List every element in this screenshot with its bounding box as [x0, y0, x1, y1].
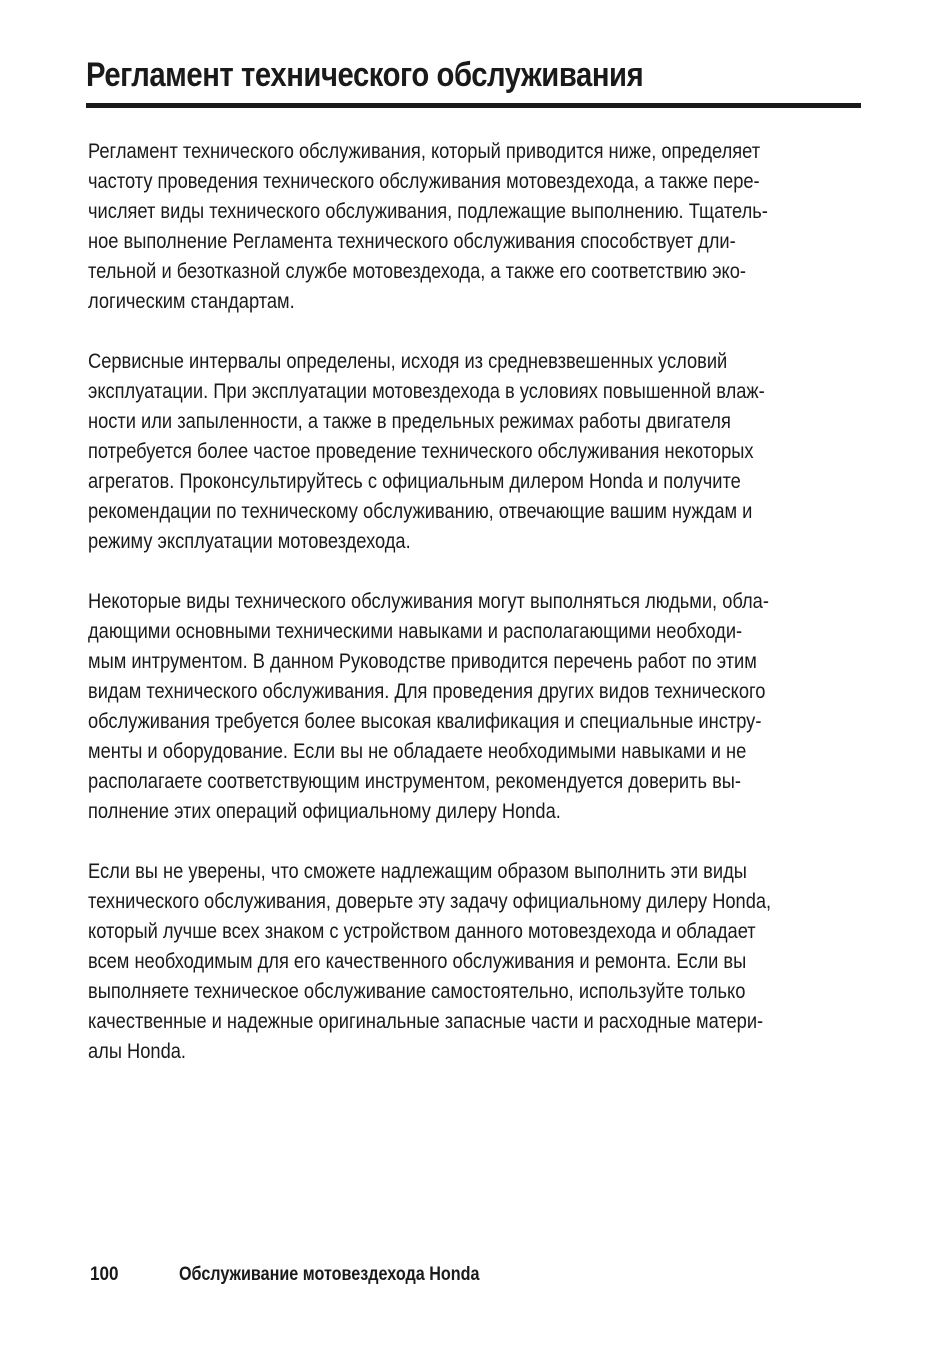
- paragraph: [88, 136, 860, 316]
- body-text: [88, 136, 860, 1096]
- text-line: технического обслуживания, доверьте эту задачу официальному дилеру Honda,: [88, 889, 772, 913]
- text-line: Сервисные интервалы определены, исходя из средневзвешенных условий: [88, 349, 728, 373]
- text-line: числяет виды технического обслуживания, подлежащие выполнению. Тщатель-: [88, 199, 768, 223]
- text-line: дающими основными техническими навыками и располагающими необходи-: [88, 619, 743, 643]
- text-line: логическим стандартам.: [88, 289, 295, 313]
- text-line: менты и оборудование. Если вы не обладаете необходимыми навыками и не: [88, 739, 747, 763]
- text-line: Если вы не уверены, что сможете надлежащим образом выполнить эти виды: [88, 859, 747, 883]
- page-title: Регламент технического обслуживания: [86, 56, 644, 94]
- page-footer: [90, 1262, 480, 1288]
- text-line: обслуживания требуется более высокая квалификация и специальные инстру-: [88, 709, 762, 733]
- text-line: выполняете техническое обслуживание самостоятельно, используйте только: [88, 979, 746, 1003]
- page-number: 100: [90, 1264, 119, 1285]
- text-line: ности или запыленности, а также в предельных режимах работы двигателя: [88, 409, 731, 433]
- text-line: частоту проведения технического обслуживания мотовездехода, а также пере-: [88, 169, 760, 193]
- text-line: ное выполнение Регламента технического обслуживания способствует дли-: [88, 229, 736, 253]
- text-line: качественные и надежные оригинальные запасные части и расходные матери-: [88, 1009, 764, 1033]
- text-line: тельной и безотказной службе мотовездехода, а также его соответствию эко-: [88, 259, 746, 283]
- footer-section-title: Обслуживание мотовездехода Honda: [179, 1264, 480, 1285]
- text-line: располагаете соответствующим инструментом, рекомендуется доверить вы-: [88, 769, 742, 793]
- text-line: эксплуатации. При эксплуатации мотовездехода в условиях повышенной влаж-: [88, 379, 765, 403]
- text-line: рекомендации по техническому обслуживанию, отвечающие вашим нуждам и: [88, 499, 753, 523]
- paragraph: [88, 346, 860, 556]
- paragraph: [88, 586, 860, 826]
- text-line: который лучше всех знаком с устройством данного мотовездехода и обладает: [88, 919, 756, 943]
- text-line: алы Honda.: [88, 1039, 186, 1063]
- text-line: агрегатов. Проконсультируйтесь с официальным дилером Honda и получите: [88, 469, 741, 493]
- text-line: режиму эксплуатации мотовездехода.: [88, 529, 411, 553]
- text-line: Некоторые виды технического обслуживания могут выполняться людьми, обла-: [88, 589, 769, 613]
- paragraph: [88, 856, 860, 1066]
- text-line: всем необходимым для его качественного обслуживания и ремонта. Если вы: [88, 949, 747, 973]
- text-line: видам технического обслуживания. Для проведения других видов технического: [88, 679, 766, 703]
- title-underline: [86, 103, 861, 108]
- document-page: [86, 0, 862, 1345]
- text-line: мым интрументом. В данном Руководстве приводится перечень работ по этим: [88, 649, 757, 673]
- text-line: Регламент технического обслуживания, который приводится ниже, определяет: [88, 139, 761, 163]
- text-line: полнение этих операций официальному дилеру Honda.: [88, 799, 561, 823]
- text-line: потребуется более частое проведение технического обслуживания некоторых: [88, 439, 754, 463]
